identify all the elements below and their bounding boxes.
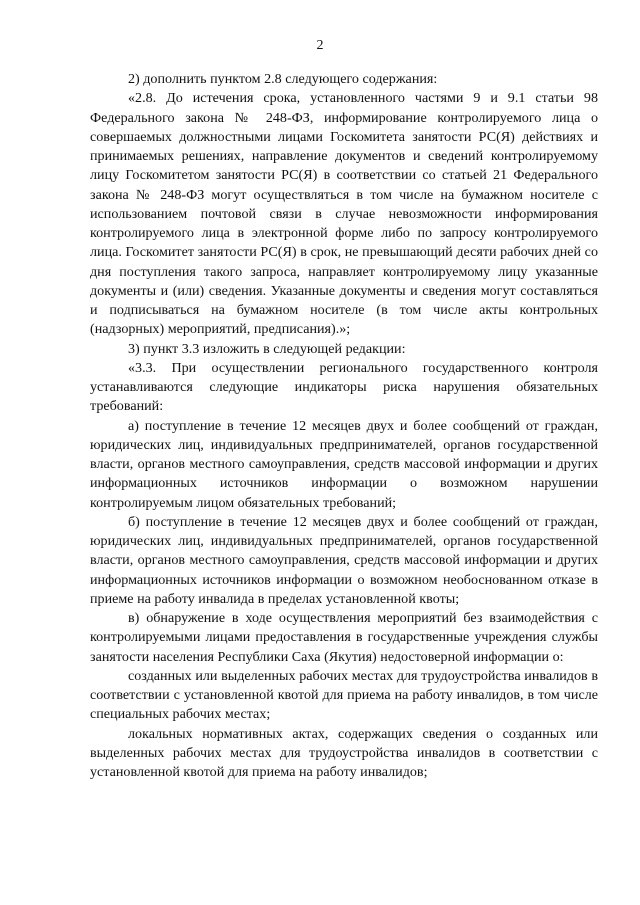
paragraph-local-acts: локальных нормативных актах, содержащих сведения о созданных или выделенных рабочих местах для трудоустройства инвалидов в соответствии с установленной квотой для приема на работу инвалидов;: [90, 725, 598, 780]
paragraph-indicator-a: а) поступление в течение 12 месяцев двух и более сообщений от граждан, юридических лиц, индивидуальных предпринимателей, органов государственной власти, органов местного самоуправления, средств массовой информации и других информационных источников информации о возможном нарушении контролируемым лицом обязательных требований;: [90, 417, 598, 511]
paragraph-indicator-b: б) поступление в течение 12 месяцев двух и более сообщений от граждан, юридических лиц, индивидуальных предпринимателей, органов государственной власти, органов местного самоуправления, средств массовой информации и других информационных источников информации о возможном необоснованном отказе в приеме на работу инвалида в пределах установленной квоты;: [90, 513, 598, 607]
paragraph-item-2-intro: 2) дополнить пунктом 2.8 следующего содержания:: [128, 71, 438, 87]
paragraph-created-workplaces: созданных или выделенных рабочих местах для трудоустройства инвалидов в соответствии с установленной квотой для приема на работу инвалидов, в том числе специальных рабочих местах;: [90, 667, 598, 723]
paragraph-item-3-intro: 3) пункт 3.3 изложить в следующей редакции:: [128, 340, 406, 357]
page-number: 2: [316, 38, 324, 53]
paragraph-clause-3-3: «3.3. При осуществлении регионального государственного контроля устанавливаются следующие индикаторы риска нарушения обязательных требований:: [90, 359, 598, 415]
document-body: [90, 70, 598, 782]
paragraph-clause-2-8: «2.8. До истечения срока, установленного частями 9 и 9.1 статьи 98 Федерального закона № 248-ФЗ, информирование контролируемого лица о совершаемых должностными лицами Госкомитета занятости РС(Я) действиях и принимаемых решениях, направление документов и сведений контролируемому лицу Госкомитетом занятости РС(Я) в соответствии со статьей 21 Федерального закона № 248-ФЗ могут осуществляться в том числе на бумажном носителе с использованием почтовой связи в случае невозможности информирования контролируемого лица в электронной форме либо по запросу контролируемого лица. Госкомитет занятости РС(Я) в срок, не превышающий десяти рабочих дней со дня поступления такого запроса, направляет контролируемому лицу указанные документы и (или) сведения. Указанные документы и сведения могут составляться и подписываться на бумажном носителе (в том числе акты контрольных (надзорных) мероприятий, предписания).»;: [90, 90, 598, 338]
paragraph-indicator-v: в) обнаружение в ходе осуществления мероприятий без взаимодействия с контролируемыми лицами предоставления в государственные учреждения службы занятости населения Республики Саха (Якутия) недостоверной информации о:: [90, 610, 598, 665]
